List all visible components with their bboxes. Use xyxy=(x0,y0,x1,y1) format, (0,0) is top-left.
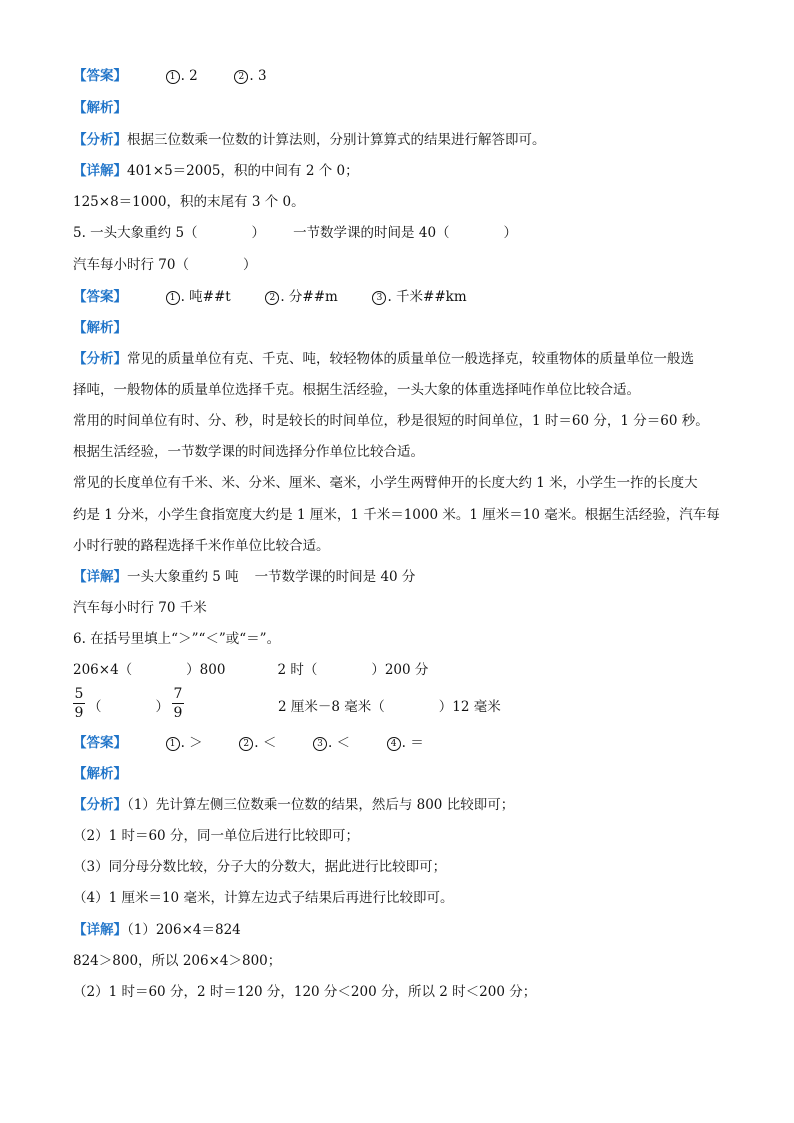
answer-tag: 【答案】 xyxy=(73,68,127,84)
answer-line-5: 【答案】 1 . 吨##t 2 . 分##m 3 . 千米##km xyxy=(73,289,467,305)
answer-line-6: 【答案】 1 . ＞ 2 . ＜ 3 . ＜ 4 . ＝ xyxy=(73,735,424,751)
question-5-line-1: 5. 一头大象重约 5（ ） 一节数学课的时间是 40（ ） xyxy=(73,225,518,241)
detail-line: 824＞800，所以 206×4＞800； xyxy=(73,953,282,969)
analysis-line: 择吨，一般物体的质量单位选择千克。根据生活经验，一头大象的体重选择吨作单位比较合适。 xyxy=(73,382,640,398)
analysis-line: （3）同分母分数比较，分子大的分数大，据此进行比较即可； xyxy=(73,859,447,875)
analysis-tag: 【分析】 xyxy=(73,132,127,148)
detail-line: 125×8＝1000，积的末尾有 3 个 0。 xyxy=(73,194,305,210)
answer-tag: 【答案】 xyxy=(73,289,127,305)
analysis-line: （4）1 厘米＝10 毫米，计算左边式子结果后再进行比较即可。 xyxy=(73,890,454,906)
analysis-line: 小时行驶的路程选择千米作单位比较合适。 xyxy=(73,538,330,554)
analysis-line: 【分析】常见的质量单位有克、千克、吨，较轻物体的质量单位一般选择克，较重物体的质量单位一般选 xyxy=(73,351,694,367)
analysis-line: 约是 1 分米，小学生食指宽度大约是 1 厘米，1 千米＝1000 米。1 厘米＝10 毫米。根据生活经验，汽车每 xyxy=(73,507,720,523)
detail-tag: 【详解】 xyxy=(73,163,127,179)
question-6-row-1: 206×4（ ）800 2 时（ ）200 分 xyxy=(73,662,429,678)
jiexi-heading: 【解析】 xyxy=(73,100,127,116)
detail-line: （2）1 时＝60 分，2 时＝120 分，120 分＜200 分，所以 2 时＜200 分； xyxy=(73,984,537,1000)
analysis-line: （2）1 时＝60 分，同一单位后进行比较即可； xyxy=(73,828,359,844)
answer-value: . 2 xyxy=(180,68,198,84)
detail-line: 【详解】401×5＝2005，积的中间有 2 个 0； xyxy=(73,163,359,179)
circle-number: 1 xyxy=(166,70,180,84)
question-6-row-2b: 2 厘米－8 毫米（ ）12 毫米 xyxy=(278,699,501,715)
fraction-5-9: 5 9 xyxy=(74,686,84,721)
question-5-line-2: 汽车每小时行 70（ ） xyxy=(73,257,257,273)
detail-line: 【详解】一头大象重约 5 吨 一节数学课的时间是 40 分 xyxy=(73,569,416,585)
analysis-line: 根据生活经验，一节数学课的时间选择分作单位比较合适。 xyxy=(73,444,424,460)
analysis-line: 常见的长度单位有千米、米、分米、厘米、毫米，小学生两臂伸开的长度大约 1 米，小学生一拃的长度大 xyxy=(73,475,698,491)
jiexi-heading: 【解析】 xyxy=(73,320,127,336)
detail-line: 【详解】（1）206×4＝824 xyxy=(73,922,241,938)
detail-line: 汽车每小时行 70 千米 xyxy=(73,600,207,616)
fraction-7-9: 7 9 xyxy=(173,686,183,721)
analysis-line: 【分析】根据三位数乘一位数的计算法则，分别计算算式的结果进行解答即可。 xyxy=(73,132,546,148)
question-6-title: 6. 在括号里填上“＞”“＜”或“＝”。 xyxy=(73,631,281,647)
circle-number: 2 xyxy=(234,70,248,84)
comparison-paren: （ ） xyxy=(88,699,169,715)
answer-line-1 xyxy=(73,66,267,86)
answer-value: . 3 xyxy=(249,68,267,84)
analysis-line: 常用的时间单位有时、分、秒，时是较长的时间单位，秒是很短的时间单位，1 时＝60 分，1 分＝60 秒。 xyxy=(73,413,709,429)
jiexi-heading: 【解析】 xyxy=(73,766,127,782)
analysis-line: 【分析】（1）先计算左侧三位数乘一位数的结果，然后与 800 比较即可； xyxy=(73,797,515,813)
